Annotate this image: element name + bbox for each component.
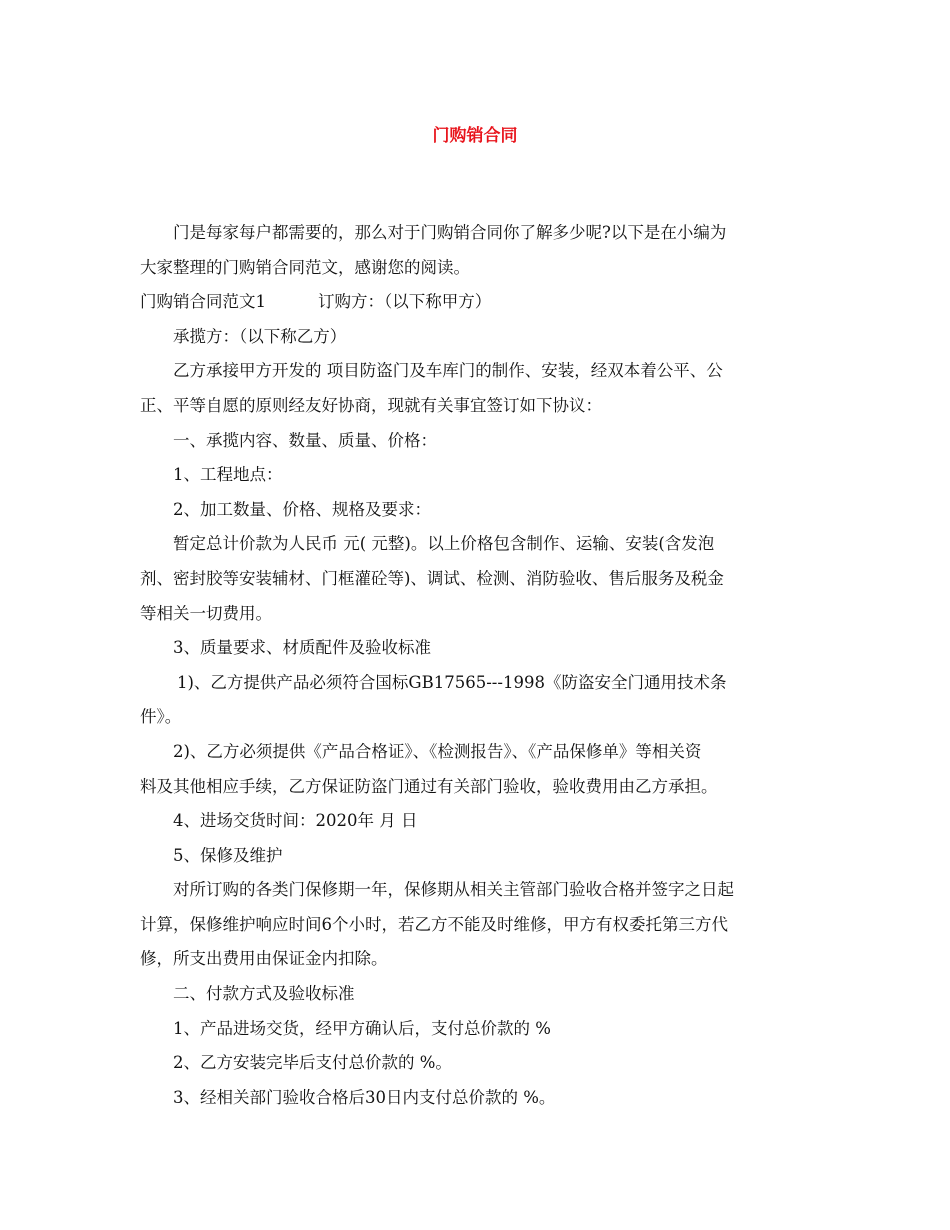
paragraph-line: 修，所支出费用由保证金内扣除。 (140, 949, 388, 969)
paragraph-line: 料及其他相应手续，乙方保证防盗门通过有关部门验收，验收费用由乙方承担。 (140, 776, 718, 796)
paragraph-line: 暂定总计价款为人民币 元( 元整)。以上价格包含制作、运输、安装(含发泡 (173, 534, 715, 554)
paragraph-line: 计算，保修维护响应时间6个小时，若乙方不能及时维修，甲方有权委托第三方代 (140, 914, 728, 934)
paragraph-line: 件》。 (140, 707, 182, 727)
clause-line: 3、质量要求、材质配件及验收标准 (173, 638, 431, 658)
clause-line: 5、保修及维护 (173, 845, 283, 865)
clause-line: 2、乙方安装完毕后支付总价款的 %。 (173, 1053, 452, 1073)
paragraph-line: 对所订购的各类门保修期一年，保修期从相关主管部门验收合格并签字之日起 (173, 880, 734, 900)
paragraph-line: 2)、乙方必须提供《产品合格证》、《检测报告》、《产品保修单》等相关资 (173, 741, 702, 761)
paragraph-line: 乙方承接甲方开发的 项目防盗门及车库门的制作、安装，经双本着公平、公 (173, 361, 723, 381)
contract-sample-label: 门购销合同范文1 (140, 292, 266, 312)
document-title: 门购销合同 (432, 126, 518, 146)
paragraph-line: 等相关一切费用。 (140, 603, 272, 623)
clause-line: 4、进场交货时间：2020年 月 日 (173, 811, 418, 831)
clause-line: 2、加工数量、价格、规格及要求： (173, 499, 431, 519)
clause-line: 1、产品进场交货，经甲方确认后，支付总价款的 % (173, 1018, 551, 1038)
buyer-label: 订购方：（以下称甲方） (318, 292, 492, 312)
section-heading: 二、付款方式及验收标准 (173, 984, 355, 1004)
paragraph-line: 正、平等自愿的原则经友好协商，现就有关事宜签订如下协议： (140, 395, 602, 415)
clause-line: 1、工程地点： (173, 465, 283, 485)
clause-line: 3、经相关部门验收合格后30日内支付总价款的 %。 (173, 1087, 556, 1107)
intro-line-1: 门是每家每户都需要的，那么对于门购销合同你了解多少呢?以下是在小编为 (173, 223, 727, 242)
contractor-label: 承揽方：（以下称乙方） (173, 326, 347, 346)
section-heading: 一、承揽内容、数量、质量、价格： (173, 430, 437, 450)
paragraph-line: 剂、密封胶等安装辅材、门框灌砼等)、调试、检测、消防验收、售后服务及税金 (140, 568, 724, 588)
document-body (140, 216, 816, 1115)
intro-line-2: 大家整理的门购销合同范文，感谢您的阅读。 (140, 257, 470, 277)
paragraph-line: 1)、乙方提供产品必须符合国标GB17565---1998《防盗安全门通用技术条 (177, 672, 727, 692)
contract-heading-line (140, 285, 816, 320)
